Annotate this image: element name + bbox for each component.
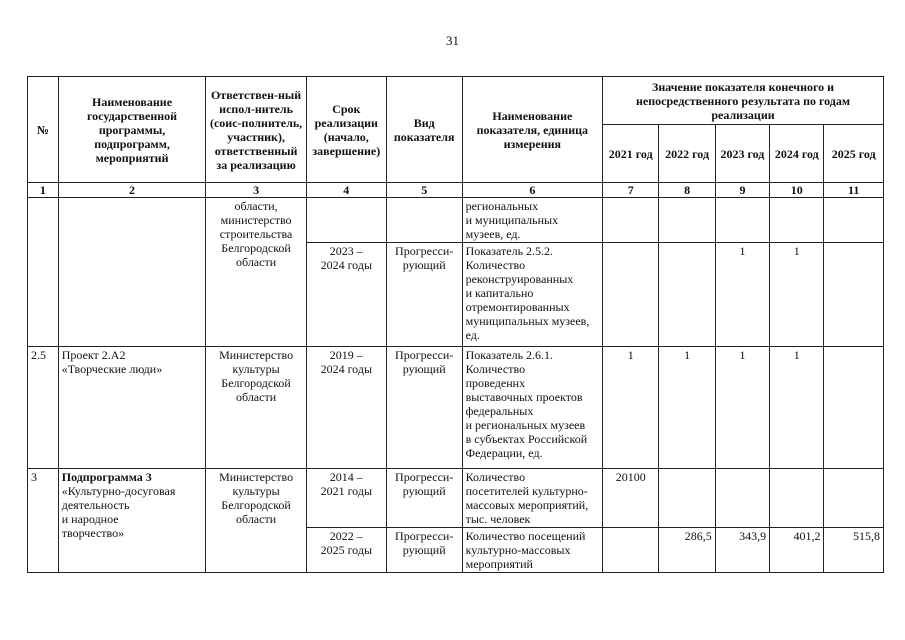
- cell-indicator-type: Прогресси- рующий: [386, 469, 462, 528]
- cell-value-2024: 1: [770, 347, 824, 469]
- cell-value-2022: [659, 198, 715, 243]
- column-number: 7: [603, 183, 659, 198]
- subprogram-title: Подпрограмма 3: [61, 470, 152, 484]
- cell-value-2021: [603, 198, 659, 243]
- cell-value-2022: [659, 469, 715, 528]
- column-number: 1: [28, 183, 59, 198]
- header-values: Значение показателя конечного и непосредственного результата по годам реализации: [603, 77, 884, 125]
- column-number: 5: [386, 183, 462, 198]
- cell-value-2021: 1: [603, 347, 659, 469]
- column-number: 2: [58, 183, 206, 198]
- header-no: №: [28, 77, 59, 183]
- cell-indicator-type: [386, 198, 462, 243]
- column-number: 10: [770, 183, 824, 198]
- cell-value-2024: [770, 469, 824, 528]
- cell-indicator-name: региональных и муниципальных музеев, ед.: [462, 198, 602, 243]
- cell-value-2021: [603, 528, 659, 573]
- cell-no: 3: [28, 469, 59, 573]
- subprogram-name: «Культурно-досуговая деятельность и народное творчество»: [61, 484, 176, 540]
- indicators-table: [27, 76, 884, 573]
- cell-term: 2023 – 2024 годы: [306, 243, 386, 347]
- cell-value-2022: 286,5: [659, 528, 715, 573]
- cell-term: 2014 – 2021 годы: [306, 469, 386, 528]
- cell-responsible: области, министерство строительства Белгородской области: [206, 198, 306, 347]
- cell-value-2023: 343,9: [715, 528, 769, 573]
- table-row: [28, 347, 884, 469]
- column-number: 4: [306, 183, 386, 198]
- header-program-name: Наименование государственной программы, подпрограмм, мероприятий: [58, 77, 206, 183]
- column-number: 11: [824, 183, 884, 198]
- cell-term: 2022 – 2025 годы: [306, 528, 386, 573]
- cell-program-name: [58, 198, 206, 347]
- column-numbers-row: [28, 183, 884, 198]
- cell-value-2025: [824, 243, 884, 347]
- column-number: 8: [659, 183, 715, 198]
- cell-value-2023: [715, 469, 769, 528]
- header-year-2021: 2021 год: [603, 125, 659, 183]
- column-number: 6: [462, 183, 602, 198]
- table-row: [28, 469, 884, 528]
- header-responsible: Ответствен-ный испол-нитель (соис-полнитель, участник), ответственный за реализацию: [206, 77, 306, 183]
- header-indicator-type: Вид показателя: [386, 77, 462, 183]
- page-number: 31: [446, 33, 459, 48]
- header-year-2025: 2025 год: [824, 125, 884, 183]
- header-term: Срок реализации (начало, завершение): [306, 77, 386, 183]
- cell-indicator-type: Прогресси- рующий: [386, 528, 462, 573]
- cell-value-2023: [715, 198, 769, 243]
- cell-value-2021: 20100: [603, 469, 659, 528]
- cell-no: 2.5: [28, 347, 59, 469]
- cell-no: [28, 198, 59, 347]
- cell-responsible: Министерство культуры Белгородской области: [206, 347, 306, 469]
- cell-indicator-type: Прогресси- рующий: [386, 347, 462, 469]
- cell-term: 2019 – 2024 годы: [306, 347, 386, 469]
- cell-indicator-name: Количество посещений культурно-массовых мероприятий: [462, 528, 602, 573]
- header-year-2024: 2024 год: [770, 125, 824, 183]
- cell-value-2025: [824, 347, 884, 469]
- cell-indicator-name: Показатель 2.6.1. Количество проведеннх выставочных проектов федеральных и региональных музеев в субъектах Российской Федерации, ед.: [462, 347, 602, 469]
- header-year-2023: 2023 год: [715, 125, 769, 183]
- cell-value-2022: 1: [659, 347, 715, 469]
- column-number: 3: [206, 183, 306, 198]
- header-year-2022: 2022 год: [659, 125, 715, 183]
- column-number: 9: [715, 183, 769, 198]
- cell-value-2022: [659, 243, 715, 347]
- cell-value-2024: [770, 198, 824, 243]
- cell-value-2024: 401,2: [770, 528, 824, 573]
- cell-term: [306, 198, 386, 243]
- cell-indicator-type: Прогресси- рующий: [386, 243, 462, 347]
- cell-value-2025: [824, 198, 884, 243]
- cell-indicator-name: Показатель 2.5.2. Количество реконструированных и капитально отремонтированных муниципальных музеев, ед.: [462, 243, 602, 347]
- cell-program-name: Проект 2.А2 «Творческие люди»: [58, 347, 206, 469]
- cell-value-2021: [603, 243, 659, 347]
- cell-responsible: Министерство культуры Белгородской области: [206, 469, 306, 573]
- header-indicator-name: Наименование показателя, единица измерения: [462, 77, 602, 183]
- cell-value-2023: 1: [715, 347, 769, 469]
- cell-value-2025: 515,8: [824, 528, 884, 573]
- table-row: [28, 198, 884, 243]
- cell-value-2024: 1: [770, 243, 824, 347]
- cell-indicator-name: Количество посетителей культурно- массовых мероприятий, тыс. человек: [462, 469, 602, 528]
- cell-value-2023: 1: [715, 243, 769, 347]
- cell-value-2025: [824, 469, 884, 528]
- cell-program-name: [58, 469, 206, 573]
